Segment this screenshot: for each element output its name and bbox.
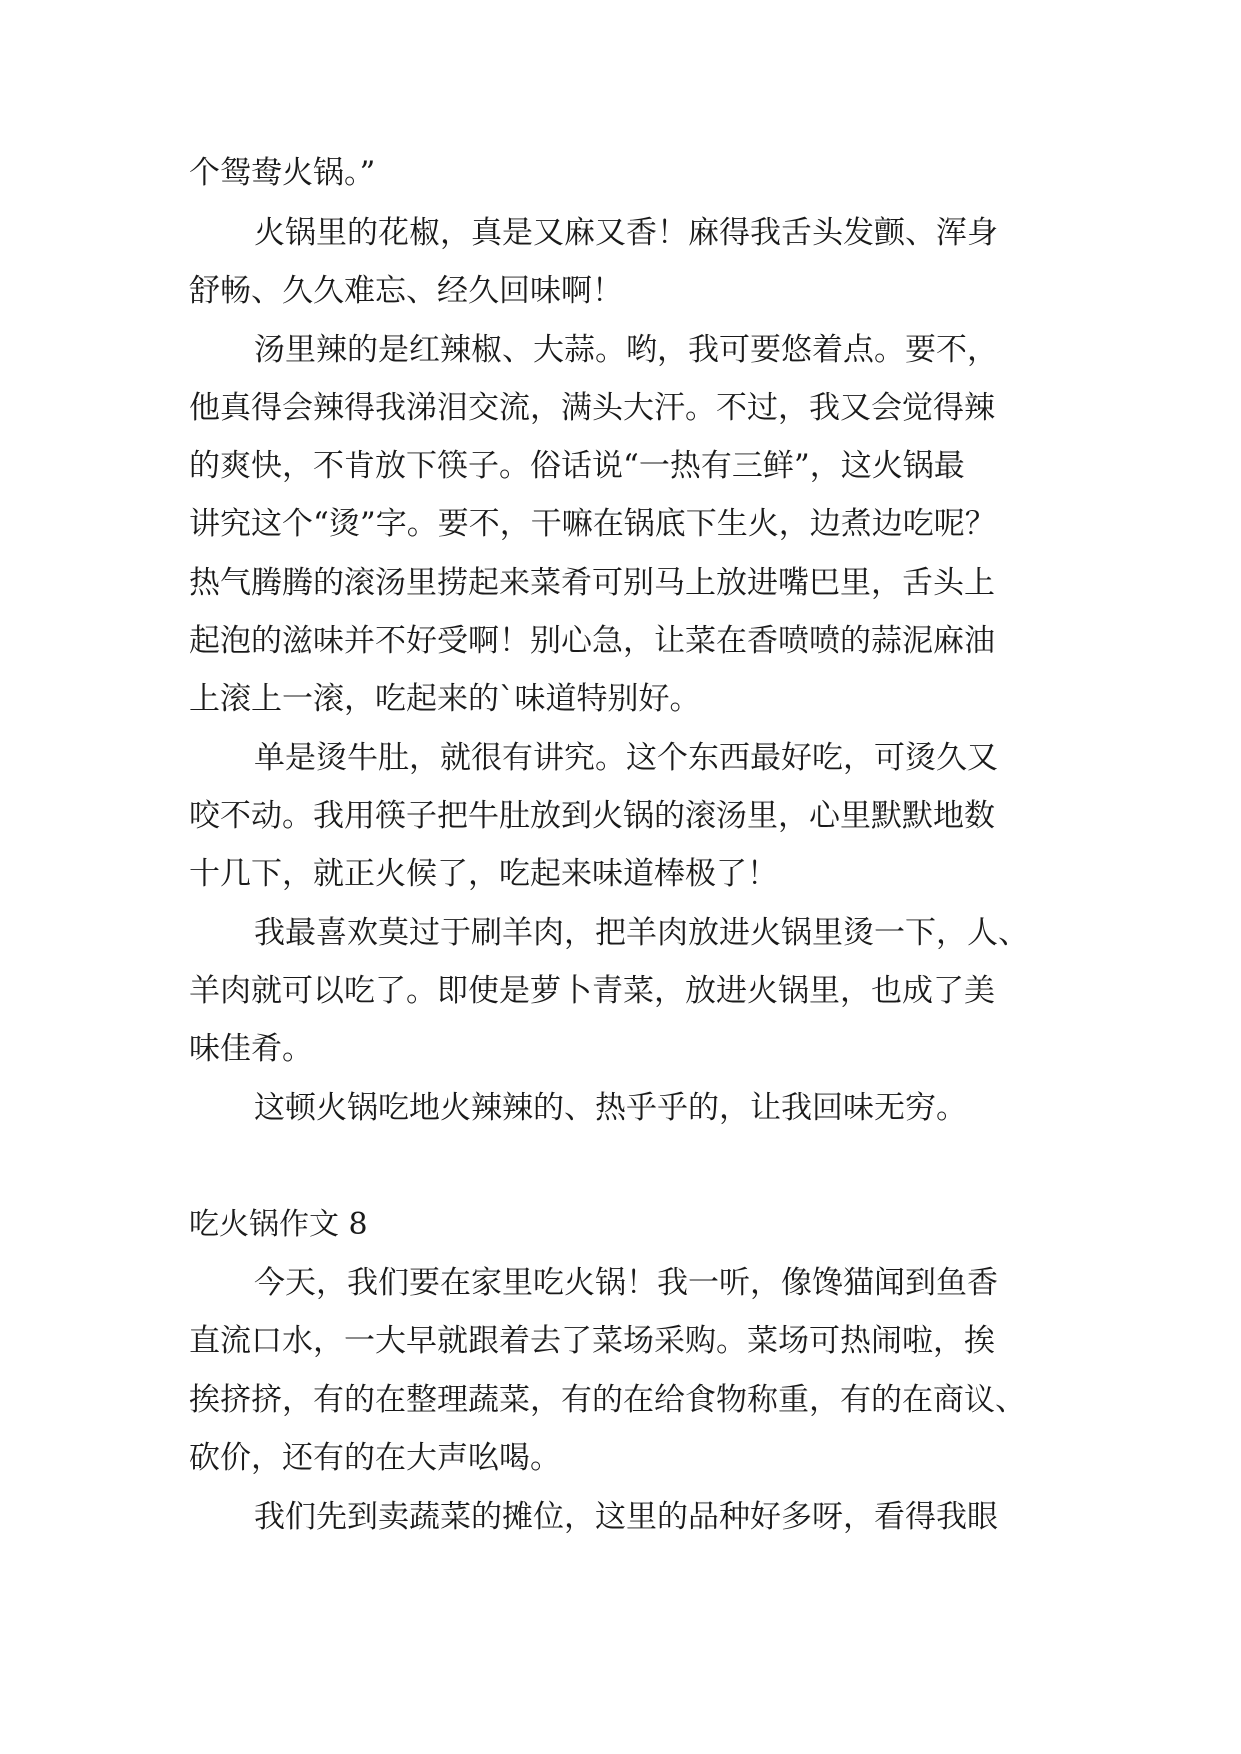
paragraph-first-line: 今天，我们要在家里吃火锅！我一听，像馋猫闻到鱼香 [254, 1265, 998, 1301]
text-line: 上滚上一滚，吃起来的`味道特别好。 [189, 681, 701, 717]
section-heading: 吃火锅作文 8 [189, 1207, 368, 1242]
text-line: 咬不动。我用筷子把牛肚放到火锅的滚汤里，心里默默地数 [189, 798, 995, 834]
text-line: 砍价，还有的在大声吆喝。 [189, 1440, 561, 1476]
text-line: 味佳肴。 [189, 1031, 313, 1067]
text-line: 个鸳鸯火锅。” [189, 155, 376, 191]
paragraph-first-line: 单是烫牛肚，就很有讲究。这个东西最好吃，可烫久又 [254, 740, 998, 776]
text-line: 直流口水，一大早就跟着去了菜场采购。菜场可热闹啦，挨 [189, 1323, 995, 1359]
text-line: 羊肉就可以吃了。即使是萝卜青菜，放进火锅里，也成了美 [189, 973, 995, 1009]
paragraph-first-line: 汤里辣的是红辣椒、大蒜。哟，我可要悠着点。要不， [254, 332, 998, 368]
text-line: 他真得会辣得我涕泪交流，满头大汗。不过，我又会觉得辣 [189, 390, 995, 426]
text-line: 热气腾腾的滚汤里捞起来菜肴可别马上放进嘴巴里，舌头上 [189, 565, 995, 601]
text-line: 的爽快，不肯放下筷子。俗话说“一热有三鲜”，这火锅最 [189, 448, 965, 484]
text-line: 起泡的滋味并不好受啊！别心急，让菜在香喷喷的蒜泥麻油 [189, 623, 995, 659]
text-line: 舒畅、久久难忘、经久回味啊！ [189, 273, 623, 309]
text-line: 挨挤挤，有的在整理蔬菜，有的在给食物称重，有的在商议、 [189, 1382, 1026, 1418]
paragraph-first-line: 我们先到卖蔬菜的摊位，这里的品种好多呀，看得我眼 [254, 1499, 998, 1535]
paragraph-first-line: 我最喜欢莫过于刷羊肉，把羊肉放进火锅里烫一下，人、 [254, 915, 1029, 951]
text-line: 十几下，就正火候了，吃起来味道棒极了！ [189, 856, 778, 892]
paragraph-first-line: 火锅里的花椒，真是又麻又香！麻得我舌头发颤、浑身 [254, 215, 998, 251]
paragraph-first-line: 这顿火锅吃地火辣辣的、热乎乎的，让我回味无穷。 [254, 1090, 967, 1126]
text-line: 讲究这个“烫”字。要不，干嘛在锅底下生火，边煮边吃呢？ [189, 506, 996, 542]
